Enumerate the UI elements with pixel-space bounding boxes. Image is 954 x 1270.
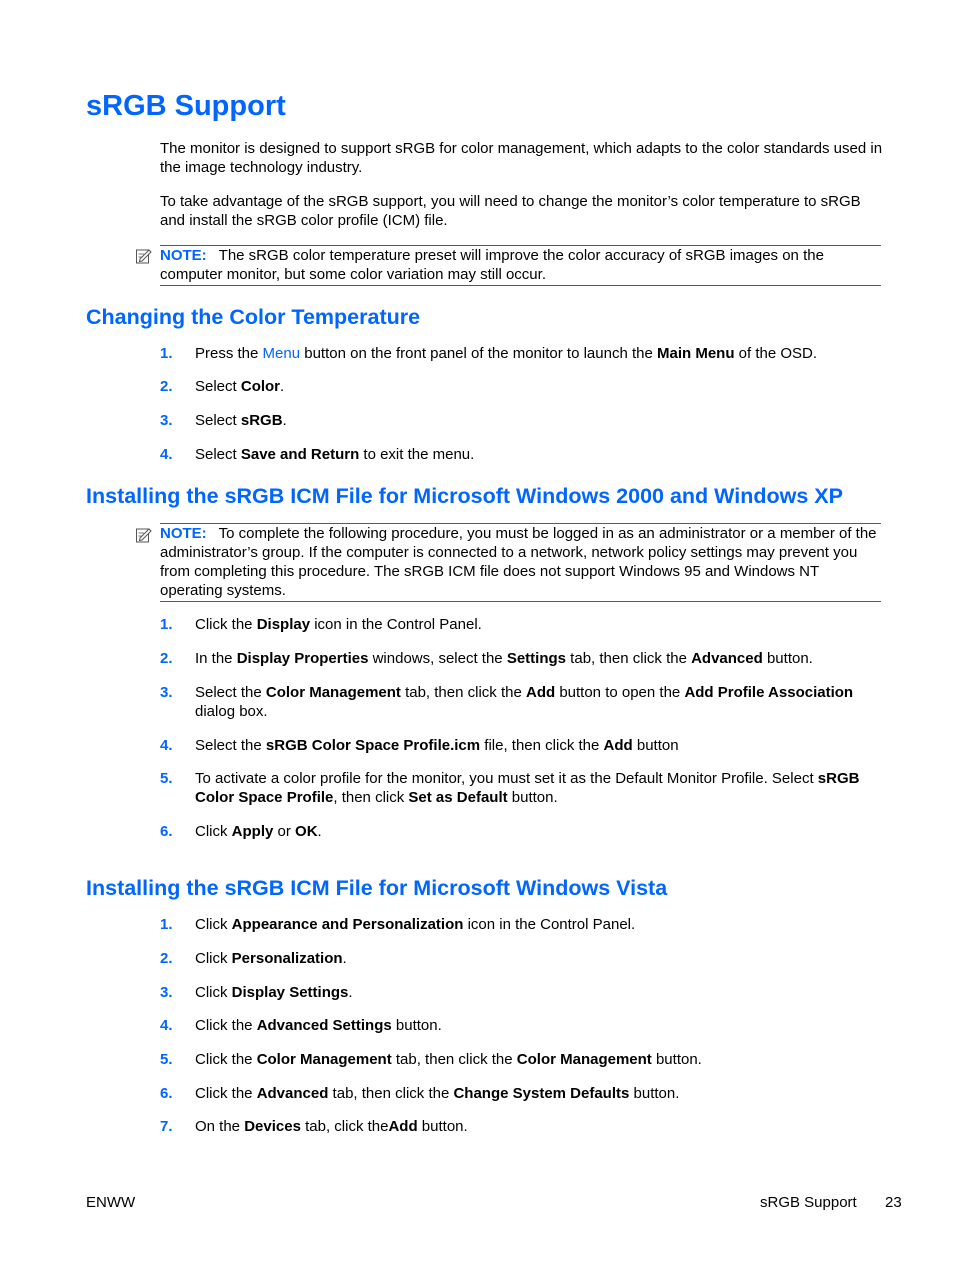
bold-term: Main Menu — [656, 345, 735, 362]
step-text — [195, 411, 885, 430]
step-text — [195, 615, 885, 634]
section-heading-windows-xp: Installing the sRGB ICM File for Microsoft Windows 2000 and Windows XP — [86, 484, 843, 508]
step-text-run: button. — [762, 650, 813, 667]
step-item — [160, 683, 885, 721]
bold-term: sRGB Color Space Profile.icm — [265, 737, 481, 754]
step-text — [195, 377, 885, 396]
bold-term: Color Management — [265, 684, 401, 701]
step-number: 4. — [160, 1017, 173, 1034]
bold-term: Color — [240, 378, 281, 395]
step-text-run: Select — [195, 412, 241, 429]
bold-term: Settings — [506, 650, 567, 667]
step-text-run: button on the front panel of the monitor to launch the — [300, 345, 657, 362]
step-number: 2. — [160, 950, 173, 967]
step-text-run: tab, click the — [300, 1118, 389, 1135]
step-item — [160, 344, 885, 363]
step-text-run: or — [273, 823, 296, 840]
step-text-run: button. — [507, 789, 558, 806]
step-number: 1. — [160, 916, 173, 933]
step-text — [195, 344, 885, 363]
step-text-run: In the — [195, 650, 237, 667]
bold-term: sRGB — [240, 412, 283, 429]
step-text-run: icon in the Control Panel. — [310, 616, 482, 633]
step-text-run: button. — [629, 1085, 680, 1102]
step-number: 7. — [160, 1118, 173, 1135]
step-text — [195, 822, 885, 841]
step-text-run: . — [348, 984, 353, 1001]
step-text-run: . — [282, 412, 287, 429]
step-item — [160, 822, 885, 841]
section-heading-windows-vista: Installing the sRGB ICM File for Microsoft Windows Vista — [86, 876, 668, 900]
step-text-run: . — [342, 950, 347, 967]
step-item — [160, 377, 885, 396]
step-text-run: button. — [417, 1118, 468, 1135]
step-number: 1. — [160, 616, 173, 633]
intro-paragraph-2: To take advantage of the sRGB support, you will need to change the monitor’s color temperature to sRGB and install the sRGB color profile (ICM) file. — [160, 193, 861, 229]
step-text — [195, 1016, 885, 1035]
bold-term: Personalization — [231, 950, 343, 967]
step-number: 6. — [160, 1085, 173, 1102]
step-number: 4. — [160, 737, 173, 754]
step-text-run: to exit the menu. — [359, 446, 475, 463]
step-text-run: Click — [195, 984, 232, 1001]
step-text-run: button to open the — [555, 684, 685, 701]
step-item — [160, 769, 885, 807]
bold-term: Appearance and Personalization — [231, 916, 464, 933]
bold-term: Apply — [231, 823, 274, 840]
step-text-run: of the OSD. — [734, 345, 818, 362]
step-text-run: tab, then click the — [328, 1085, 454, 1102]
step-number: 3. — [160, 984, 173, 1001]
step-item — [160, 615, 885, 634]
bold-term: Display — [256, 616, 311, 633]
page-number: 23 — [885, 1194, 902, 1211]
step-text-run: Select the — [195, 684, 266, 701]
step-text-run: Click the — [195, 1017, 257, 1034]
note-box-1 — [160, 245, 881, 286]
step-text — [195, 1117, 885, 1136]
bold-term: Save and Return — [240, 446, 360, 463]
step-text-run: Select — [195, 378, 241, 395]
step-text — [195, 949, 885, 968]
step-number: 6. — [160, 823, 173, 840]
menu-link: Menu — [262, 345, 301, 362]
step-item — [160, 1117, 885, 1136]
step-text-run: , then click — [333, 789, 409, 806]
step-text — [195, 445, 885, 464]
note-text: To complete the following procedure, you must be logged in as an administrator or a member of the administrator’s group. If the computer is connected to a network, network policy settings may prevent you from completing this procedure. The sRGB ICM file does not support Windows 95 and Windows NT operating systems. — [160, 525, 877, 599]
step-text-run: icon in the Control Panel. — [463, 916, 636, 933]
step-text — [195, 915, 885, 934]
step-item — [160, 1016, 885, 1035]
step-text-run: dialog box. — [195, 703, 268, 720]
step-text-run: file, then click the — [480, 737, 604, 754]
note-label: NOTE: — [160, 247, 207, 264]
page-title: sRGB Support — [86, 90, 286, 122]
step-text-run: Select — [195, 446, 241, 463]
section-heading-color-temperature: Changing the Color Temperature — [86, 305, 421, 329]
bold-term: OK — [295, 823, 318, 840]
step-text-run: tab, then click the — [391, 1051, 517, 1068]
step-number: 1. — [160, 345, 173, 362]
bold-term: Display Properties — [236, 650, 369, 667]
step-number: 3. — [160, 684, 173, 701]
step-item — [160, 411, 885, 430]
step-text — [195, 983, 885, 1002]
step-number: 2. — [160, 650, 173, 667]
bold-term: Color Management — [256, 1051, 392, 1068]
bold-term: Add — [525, 684, 556, 701]
step-text — [195, 1050, 885, 1069]
intro-paragraph-1: The monitor is designed to support sRGB for color management, which adapts to the color standards used in the image technology industry. — [160, 140, 883, 176]
bold-term: Change System Defaults — [453, 1085, 630, 1102]
step-item — [160, 1084, 885, 1103]
step-number: 3. — [160, 412, 173, 429]
bold-term: sRGB Color Space Profile — [195, 770, 860, 806]
bold-term: Add Profile Association — [684, 684, 854, 701]
bold-term: Color Management — [516, 1051, 652, 1068]
step-number: 5. — [160, 1051, 173, 1068]
note-text: The sRGB color temperature preset will improve the color accuracy of sRGB images on the computer monitor, but some color variation may still occur. — [160, 247, 824, 283]
step-text-run: Click the — [195, 1051, 257, 1068]
step-text-run: button — [632, 737, 679, 754]
bold-term: Add — [603, 737, 633, 754]
step-text — [195, 769, 885, 807]
bold-term: Devices — [244, 1118, 301, 1135]
step-text-run: Press the — [195, 345, 263, 362]
step-text-run: Click the — [195, 1085, 257, 1102]
step-text — [195, 1084, 885, 1103]
bold-term: Advanced — [256, 1085, 329, 1102]
step-text-run: . — [280, 378, 285, 395]
note-box-2 — [160, 523, 881, 602]
footer-section-title: sRGB Support — [760, 1194, 857, 1211]
step-text — [195, 683, 885, 721]
step-item — [160, 736, 885, 755]
note-label: NOTE: — [160, 525, 207, 542]
step-text-run: Select the — [195, 737, 266, 754]
step-text-run: Click the — [195, 616, 257, 633]
note-pencil-icon — [135, 526, 153, 544]
step-item — [160, 445, 885, 464]
note-pencil-icon — [135, 247, 153, 265]
bold-term: Add — [388, 1118, 418, 1135]
step-text-run: . — [317, 823, 322, 840]
bold-term: Set as Default — [408, 789, 508, 806]
step-text-run: On the — [195, 1118, 245, 1135]
step-item — [160, 915, 885, 934]
step-text-run: button. — [651, 1051, 702, 1068]
step-text-run: button. — [391, 1017, 442, 1034]
step-text-run: tab, then click the — [566, 650, 692, 667]
step-text-run: windows, select the — [368, 650, 507, 667]
step-number: 5. — [160, 770, 173, 787]
step-item — [160, 1050, 885, 1069]
step-text-run: To activate a color profile for the monitor, you must set it as the Default Monitor Profile. Select — [195, 770, 818, 787]
step-text-run: Click — [195, 916, 232, 933]
step-text-run: Click — [195, 823, 232, 840]
footer-left: ENWW — [86, 1194, 136, 1211]
step-item — [160, 649, 885, 668]
step-text — [195, 736, 885, 755]
bold-term: Advanced — [691, 650, 763, 667]
step-item — [160, 949, 885, 968]
step-text-run: tab, then click the — [400, 684, 526, 701]
step-text-run: Click — [195, 950, 232, 967]
bold-term: Display Settings — [231, 984, 349, 1001]
step-item — [160, 983, 885, 1002]
step-number: 2. — [160, 378, 173, 395]
bold-term: Advanced Settings — [256, 1017, 392, 1034]
step-text — [195, 649, 885, 668]
step-number: 4. — [160, 446, 173, 463]
